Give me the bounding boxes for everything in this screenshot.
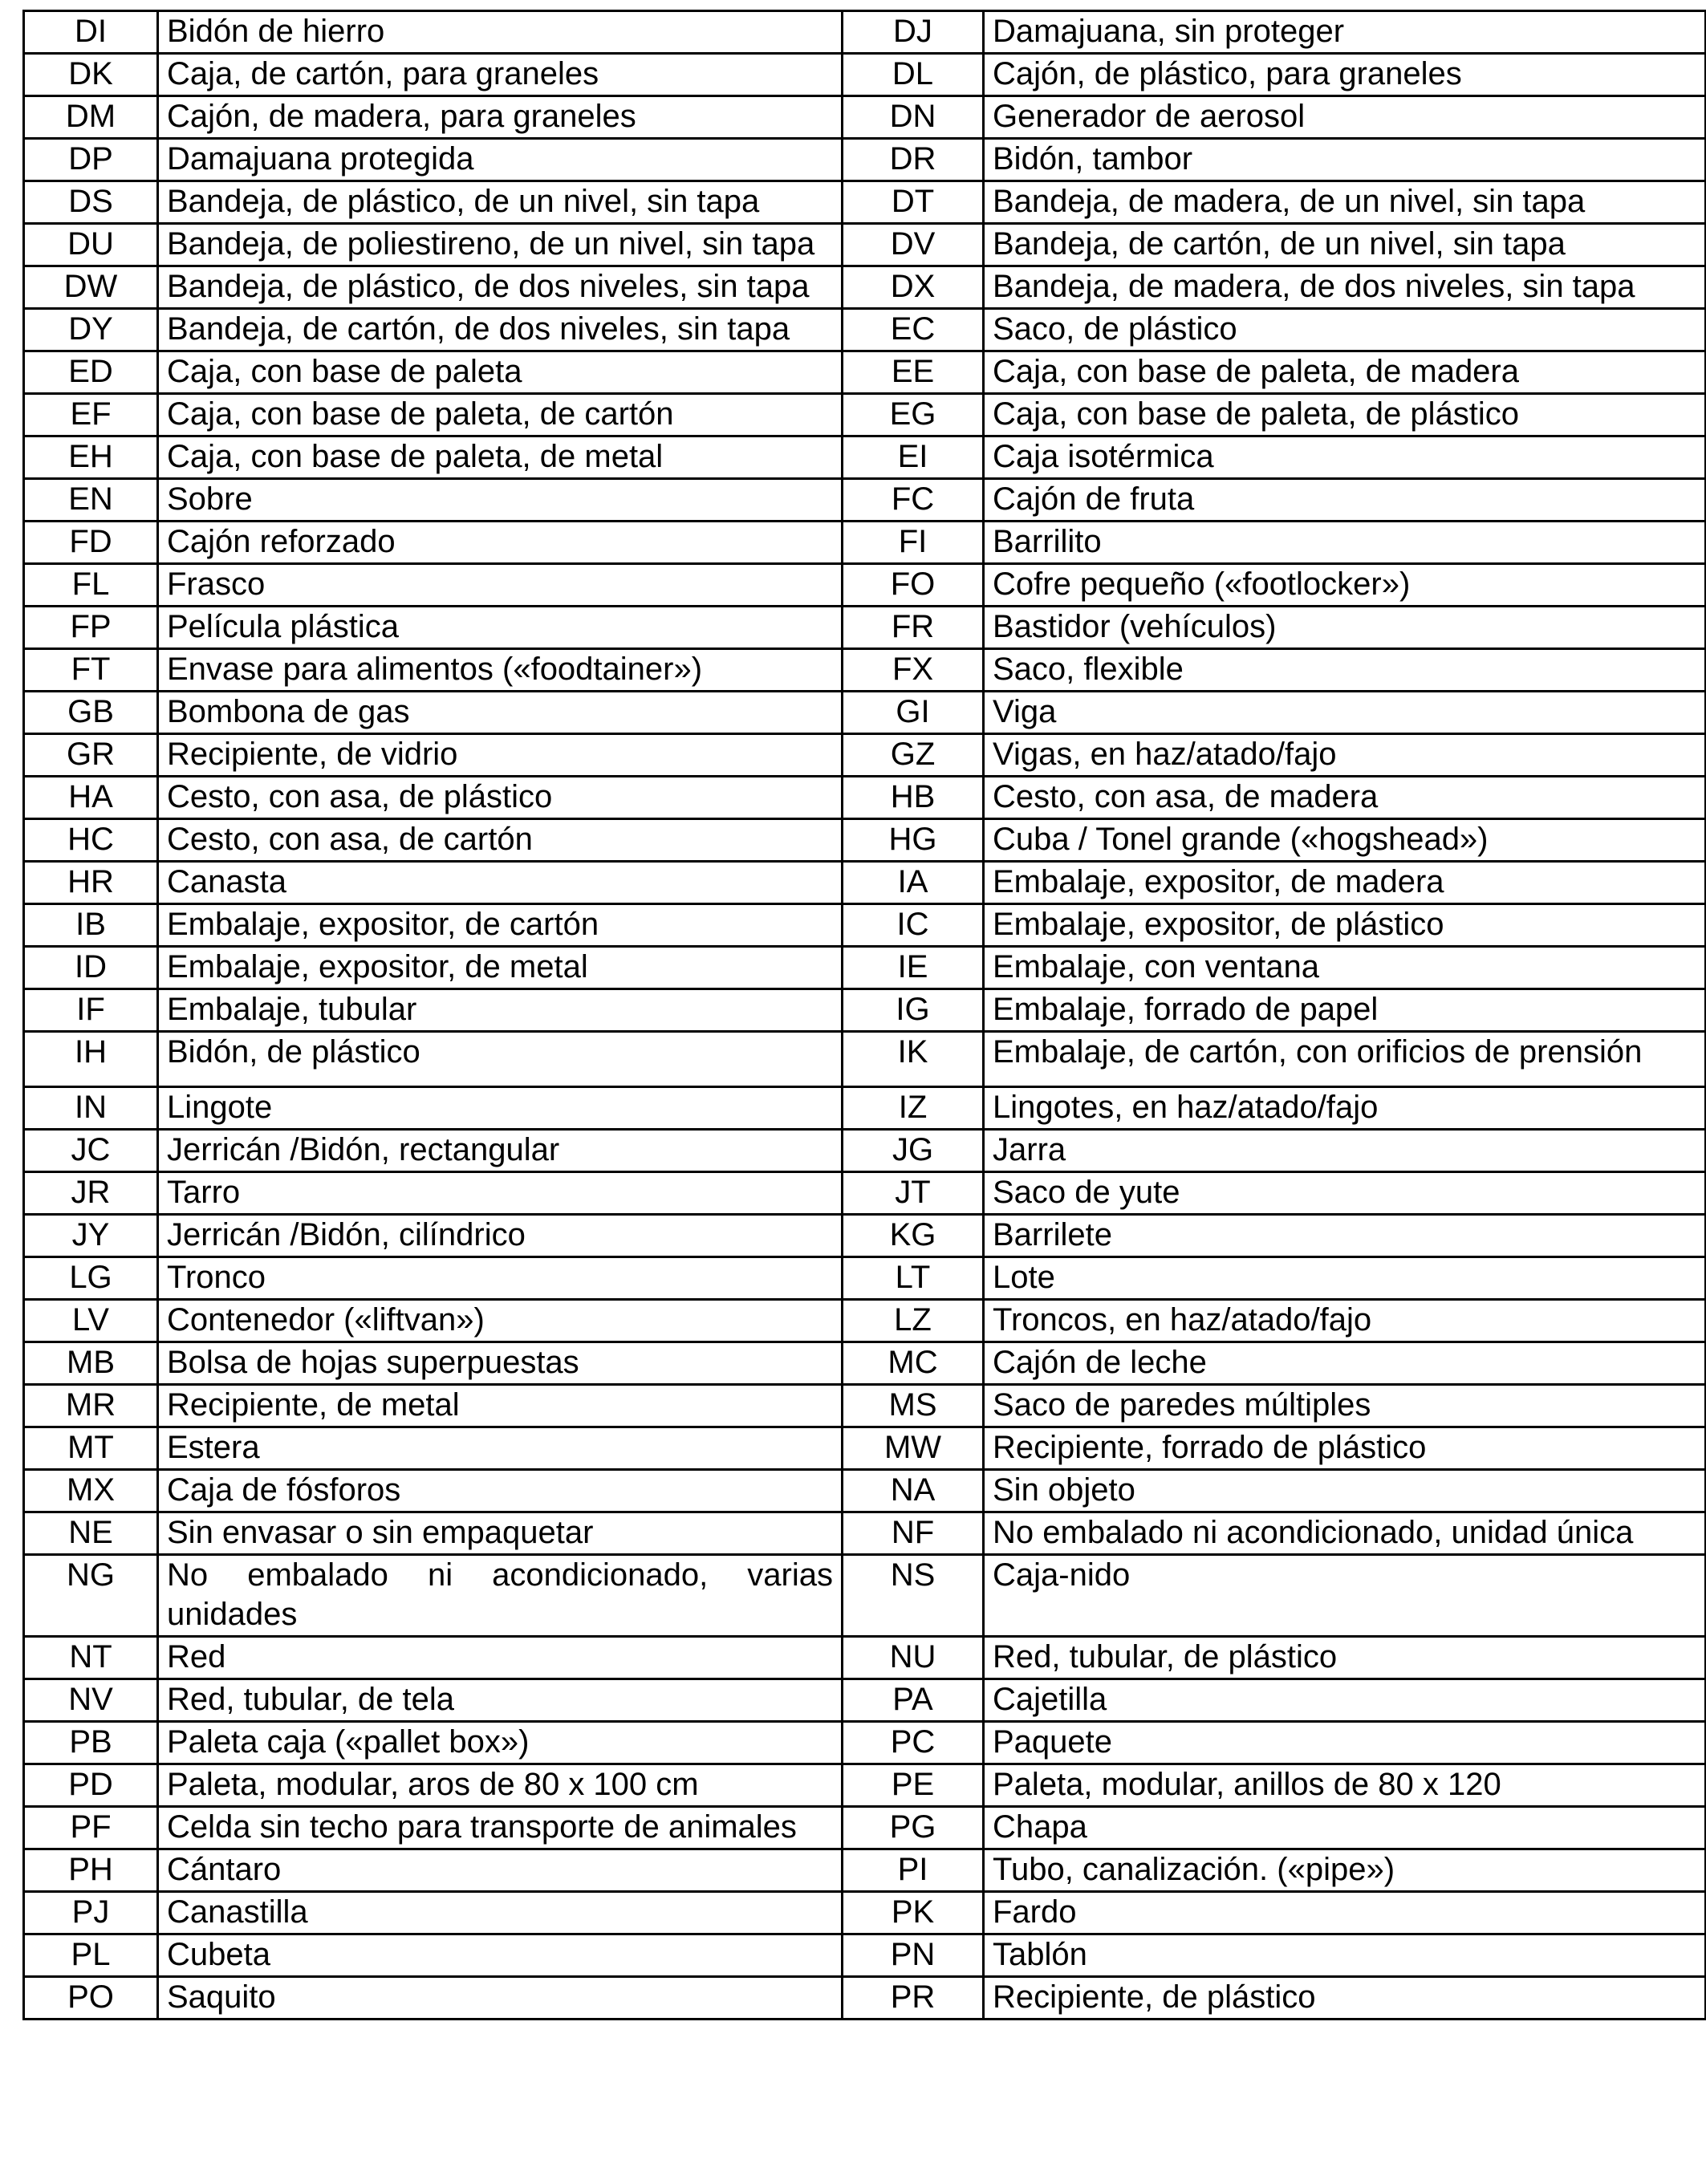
table-row [24, 1427, 1706, 1470]
description-cell-right: Cajón de leche [984, 1342, 1706, 1385]
code-cell-left: EF [24, 394, 158, 436]
description-cell-right: Caja, con base de paleta, de plástico [984, 394, 1706, 436]
code-cell-left: FT [24, 649, 158, 692]
table-row [24, 1892, 1706, 1934]
code-cell-left: DP [24, 139, 158, 181]
description-cell-left: Recipiente, de metal [158, 1385, 843, 1427]
table-row [24, 1977, 1706, 2020]
code-cell-left: DM [24, 96, 158, 139]
description-cell-left: Sin envasar o sin empaquetar [158, 1512, 843, 1555]
description-cell-left: Cántaro [158, 1849, 843, 1892]
table-row [24, 1087, 1706, 1130]
description-cell-left: Canasta [158, 862, 843, 904]
code-cell-right: IA [843, 862, 984, 904]
description-cell-right: Saco, flexible [984, 649, 1706, 692]
description-cell-right: Bidón, tambor [984, 139, 1706, 181]
description-cell-right: Tubo, canalización. («pipe») [984, 1849, 1706, 1892]
description-cell-left: Paleta, modular, aros de 80 x 100 cm [158, 1764, 843, 1807]
code-cell-right: MS [843, 1385, 984, 1427]
code-cell-left: PJ [24, 1892, 158, 1934]
code-cell-left: FD [24, 522, 158, 564]
code-cell-right: IZ [843, 1087, 984, 1130]
code-cell-left: IH [24, 1032, 158, 1087]
code-cell-left: ID [24, 947, 158, 989]
description-cell-right: Generador de aerosol [984, 96, 1706, 139]
description-cell-left: Cesto, con asa, de cartón [158, 819, 843, 862]
description-cell-left: Embalaje, expositor, de metal [158, 947, 843, 989]
code-cell-left: IF [24, 989, 158, 1032]
table-row [24, 266, 1706, 309]
code-cell-right: FR [843, 607, 984, 649]
code-cell-right: MC [843, 1342, 984, 1385]
code-cell-right: NS [843, 1555, 984, 1637]
code-cell-right: EI [843, 436, 984, 479]
code-cell-left: JY [24, 1215, 158, 1257]
description-cell-left: Contenedor («liftvan») [158, 1300, 843, 1342]
code-cell-right: HG [843, 819, 984, 862]
description-cell-left: Caja, con base de paleta [158, 351, 843, 394]
code-cell-left: GR [24, 734, 158, 777]
code-cell-right: NF [843, 1512, 984, 1555]
description-cell-left: Bombona de gas [158, 692, 843, 734]
description-cell-right: Tablón [984, 1934, 1706, 1977]
description-cell-right: Cajetilla [984, 1679, 1706, 1722]
table-row [24, 989, 1706, 1032]
description-cell-left: Tronco [158, 1257, 843, 1300]
code-cell-left: LG [24, 1257, 158, 1300]
code-cell-left: MX [24, 1470, 158, 1512]
code-cell-left: NE [24, 1512, 158, 1555]
description-cell-left: Saquito [158, 1977, 843, 2020]
table-row [24, 54, 1706, 96]
code-cell-left: LV [24, 1300, 158, 1342]
description-cell-right: Chapa [984, 1807, 1706, 1849]
description-cell-right: Cajón de fruta [984, 479, 1706, 522]
description-cell-left: Damajuana protegida [158, 139, 843, 181]
code-cell-right: LT [843, 1257, 984, 1300]
description-cell-right: Red, tubular, de plástico [984, 1637, 1706, 1679]
description-cell-left: Red, tubular, de tela [158, 1679, 843, 1722]
table-row [24, 1130, 1706, 1172]
code-cell-right: PA [843, 1679, 984, 1722]
code-cell-left: HA [24, 777, 158, 819]
description-cell-right: Cofre pequeño («footlocker») [984, 564, 1706, 607]
code-cell-right: PC [843, 1722, 984, 1764]
code-cell-right: DJ [843, 11, 984, 54]
table-row [24, 1849, 1706, 1892]
code-cell-right: DR [843, 139, 984, 181]
table-row [24, 11, 1706, 54]
description-cell-right: Bastidor (vehículos) [984, 607, 1706, 649]
description-cell-left: Bandeja, de cartón, de dos niveles, sin tapa [158, 309, 843, 351]
table-row [24, 607, 1706, 649]
description-cell-right: Vigas, en haz/atado/fajo [984, 734, 1706, 777]
description-cell-left: Estera [158, 1427, 843, 1470]
description-cell-right: Barrilito [984, 522, 1706, 564]
table-row [24, 1807, 1706, 1849]
code-cell-left: IN [24, 1087, 158, 1130]
code-cell-right: PE [843, 1764, 984, 1807]
description-cell-left: Caja, con base de paleta, de cartón [158, 394, 843, 436]
code-cell-right: FC [843, 479, 984, 522]
description-cell-right: Embalaje, de cartón, con orificios de prensión [984, 1032, 1706, 1087]
code-cell-left: DY [24, 309, 158, 351]
code-cell-right: GI [843, 692, 984, 734]
code-cell-left: MB [24, 1342, 158, 1385]
code-cell-left: EH [24, 436, 158, 479]
description-cell-left: Paleta caja («pallet box») [158, 1722, 843, 1764]
code-cell-left: EN [24, 479, 158, 522]
table-row [24, 1470, 1706, 1512]
code-cell-right: EC [843, 309, 984, 351]
table-row [24, 479, 1706, 522]
description-cell-left: Jerricán /Bidón, cilíndrico [158, 1215, 843, 1257]
table-row [24, 1385, 1706, 1427]
table-row [24, 139, 1706, 181]
description-cell-right: Cajón, de plástico, para graneles [984, 54, 1706, 96]
description-cell-right: Bandeja, de cartón, de un nivel, sin tapa [984, 224, 1706, 266]
code-cell-right: LZ [843, 1300, 984, 1342]
code-cell-right: IE [843, 947, 984, 989]
description-cell-left: Envase para alimentos («foodtainer») [158, 649, 843, 692]
description-cell-right: Lote [984, 1257, 1706, 1300]
description-cell-left: Película plástica [158, 607, 843, 649]
description-cell-right: Damajuana, sin proteger [984, 11, 1706, 54]
description-cell-left: Celda sin techo para transporte de animales [158, 1807, 843, 1849]
code-cell-left: HC [24, 819, 158, 862]
table-row [24, 1637, 1706, 1679]
table-row [24, 436, 1706, 479]
code-cell-left: NG [24, 1555, 158, 1637]
description-cell-left: Embalaje, tubular [158, 989, 843, 1032]
description-cell-right: Bandeja, de madera, de un nivel, sin tapa [984, 181, 1706, 224]
description-cell-right: Saco, de plástico [984, 309, 1706, 351]
code-cell-left: PB [24, 1722, 158, 1764]
code-cell-right: PI [843, 1849, 984, 1892]
description-cell-right: Embalaje, expositor, de plástico [984, 904, 1706, 947]
table-row [24, 1934, 1706, 1977]
code-cell-left: PD [24, 1764, 158, 1807]
description-cell-left: Cajón reforzado [158, 522, 843, 564]
description-cell-right: Cesto, con asa, de madera [984, 777, 1706, 819]
description-cell-right: Sin objeto [984, 1470, 1706, 1512]
table-row [24, 1172, 1706, 1215]
description-cell-left: Cajón, de madera, para graneles [158, 96, 843, 139]
table-row [24, 309, 1706, 351]
code-cell-right: EG [843, 394, 984, 436]
code-cell-right: EE [843, 351, 984, 394]
package-codes-table [22, 10, 1706, 2020]
description-cell-right: No embalado ni acondicionado, unidad única [984, 1512, 1706, 1555]
table-row [24, 1555, 1706, 1637]
description-cell-right: Troncos, en haz/atado/fajo [984, 1300, 1706, 1342]
table-row [24, 947, 1706, 989]
table-row [24, 1215, 1706, 1257]
description-cell-left: Caja, de cartón, para graneles [158, 54, 843, 96]
table-row [24, 692, 1706, 734]
code-cell-right: GZ [843, 734, 984, 777]
code-cell-right: FI [843, 522, 984, 564]
description-cell-right: Jarra [984, 1130, 1706, 1172]
table-row [24, 224, 1706, 266]
code-cell-left: JC [24, 1130, 158, 1172]
table-row [24, 1679, 1706, 1722]
code-cell-left: PF [24, 1807, 158, 1849]
code-cell-right: FO [843, 564, 984, 607]
code-cell-left: FP [24, 607, 158, 649]
description-cell-left: Lingote [158, 1087, 843, 1130]
code-cell-left: NV [24, 1679, 158, 1722]
description-cell-right: Cuba / Tonel grande («hogshead») [984, 819, 1706, 862]
code-cell-left: NT [24, 1637, 158, 1679]
code-cell-left: HR [24, 862, 158, 904]
description-cell-right: Bandeja, de madera, de dos niveles, sin tapa [984, 266, 1706, 309]
description-cell-left: Embalaje, expositor, de cartón [158, 904, 843, 947]
table-row [24, 351, 1706, 394]
code-cell-left: PO [24, 1977, 158, 2020]
table-row [24, 394, 1706, 436]
table-row [24, 1257, 1706, 1300]
table-row [24, 181, 1706, 224]
description-cell-right: Caja, con base de paleta, de madera [984, 351, 1706, 394]
table-row [24, 777, 1706, 819]
description-cell-right: Barrilete [984, 1215, 1706, 1257]
code-cell-left: ED [24, 351, 158, 394]
code-cell-left: DI [24, 11, 158, 54]
table-row [24, 522, 1706, 564]
code-cell-right: PG [843, 1807, 984, 1849]
table-row [24, 1032, 1706, 1087]
description-cell-left: Bandeja, de poliestireno, de un nivel, sin tapa [158, 224, 843, 266]
description-cell-right: Lingotes, en haz/atado/fajo [984, 1087, 1706, 1130]
code-cell-left: MR [24, 1385, 158, 1427]
code-cell-left: DU [24, 224, 158, 266]
code-cell-right: KG [843, 1215, 984, 1257]
document-page [22, 10, 1704, 2020]
description-cell-right: Paleta, modular, anillos de 80 x 120 [984, 1764, 1706, 1807]
code-cell-left: GB [24, 692, 158, 734]
description-cell-right: Viga [984, 692, 1706, 734]
description-cell-left: Sobre [158, 479, 843, 522]
table-row [24, 1722, 1706, 1764]
code-cell-left: JR [24, 1172, 158, 1215]
description-cell-left: Canastilla [158, 1892, 843, 1934]
code-cell-right: HB [843, 777, 984, 819]
code-cell-right: PK [843, 1892, 984, 1934]
code-cell-right: PN [843, 1934, 984, 1977]
description-cell-left: Tarro [158, 1172, 843, 1215]
description-cell-left: Frasco [158, 564, 843, 607]
table-row [24, 819, 1706, 862]
description-cell-left: Caja, con base de paleta, de metal [158, 436, 843, 479]
code-cell-right: JG [843, 1130, 984, 1172]
table-row [24, 904, 1706, 947]
code-cell-left: DK [24, 54, 158, 96]
table-row [24, 564, 1706, 607]
code-cell-right: IG [843, 989, 984, 1032]
table-row [24, 96, 1706, 139]
code-cell-right: DN [843, 96, 984, 139]
description-cell-left: Caja de fósforos [158, 1470, 843, 1512]
description-cell-right: Embalaje, con ventana [984, 947, 1706, 989]
description-cell-left: Jerricán /Bidón, rectangular [158, 1130, 843, 1172]
code-cell-left: IB [24, 904, 158, 947]
code-cell-right: IK [843, 1032, 984, 1087]
table-row [24, 1512, 1706, 1555]
package-codes-body [24, 11, 1706, 2020]
code-cell-right: FX [843, 649, 984, 692]
description-cell-left: Red [158, 1637, 843, 1679]
code-cell-left: PL [24, 1934, 158, 1977]
code-cell-right: DX [843, 266, 984, 309]
code-cell-right: DL [843, 54, 984, 96]
description-cell-left: Bidón de hierro [158, 11, 843, 54]
description-cell-left: Bidón, de plástico [158, 1032, 843, 1087]
code-cell-left: MT [24, 1427, 158, 1470]
description-cell-right: Caja isotérmica [984, 436, 1706, 479]
code-cell-left: FL [24, 564, 158, 607]
description-cell-left: Bandeja, de plástico, de un nivel, sin tapa [158, 181, 843, 224]
description-cell-right: Recipiente, de plástico [984, 1977, 1706, 2020]
description-cell-right: Embalaje, expositor, de madera [984, 862, 1706, 904]
table-row [24, 1764, 1706, 1807]
description-cell-right: Embalaje, forrado de papel [984, 989, 1706, 1032]
code-cell-right: PR [843, 1977, 984, 2020]
description-cell-left: Cesto, con asa, de plástico [158, 777, 843, 819]
code-cell-right: NU [843, 1637, 984, 1679]
table-row [24, 1342, 1706, 1385]
table-row [24, 649, 1706, 692]
code-cell-left: DW [24, 266, 158, 309]
code-cell-right: DV [843, 224, 984, 266]
description-cell-right: Caja-nido [984, 1555, 1706, 1637]
description-cell-right: Saco de paredes múltiples [984, 1385, 1706, 1427]
description-cell-left: Bandeja, de plástico, de dos niveles, sin tapa [158, 266, 843, 309]
table-row [24, 734, 1706, 777]
code-cell-right: NA [843, 1470, 984, 1512]
description-cell-right: Paquete [984, 1722, 1706, 1764]
code-cell-right: JT [843, 1172, 984, 1215]
description-cell-left: Bolsa de hojas superpuestas [158, 1342, 843, 1385]
code-cell-left: PH [24, 1849, 158, 1892]
table-row [24, 862, 1706, 904]
table-row [24, 1300, 1706, 1342]
code-cell-right: DT [843, 181, 984, 224]
description-cell-right: Fardo [984, 1892, 1706, 1934]
description-cell-left: Recipiente, de vidrio [158, 734, 843, 777]
description-cell-left: Cubeta [158, 1934, 843, 1977]
code-cell-right: IC [843, 904, 984, 947]
description-cell-right: Recipiente, forrado de plástico [984, 1427, 1706, 1470]
code-cell-left: DS [24, 181, 158, 224]
description-cell-left: No embalado ni acondicionado, varias unidades [158, 1555, 843, 1637]
description-cell-right: Saco de yute [984, 1172, 1706, 1215]
code-cell-right: MW [843, 1427, 984, 1470]
